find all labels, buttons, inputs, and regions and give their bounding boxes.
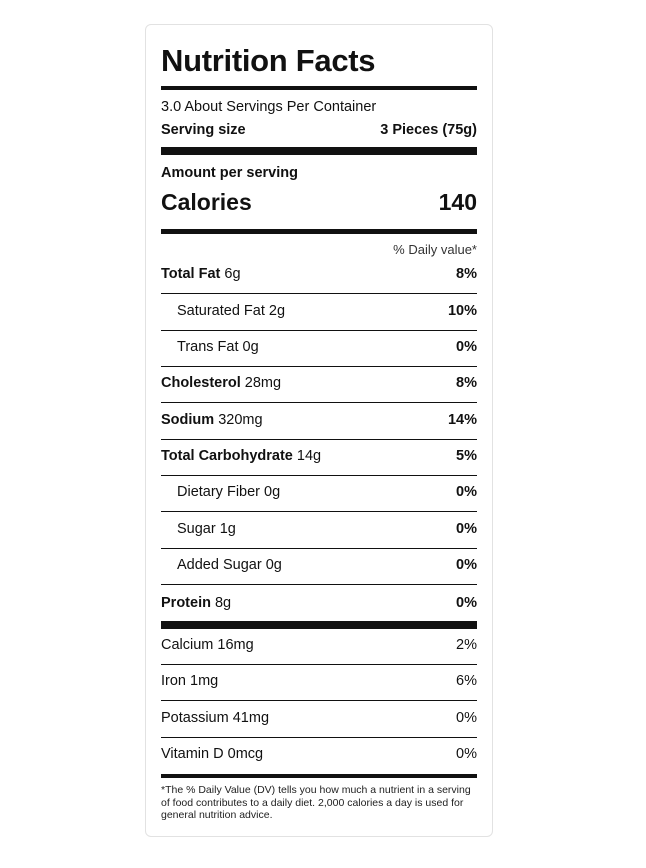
nutrient-name: Trans Fat [177,339,239,355]
nutrient-amount: 28mg [244,375,282,391]
vitamin-amount: 41mg [232,710,270,726]
nutrient-dv: 8% [456,266,477,282]
nutrient-name: Total Fat [161,266,221,282]
serving-divider [161,147,477,155]
vitamins-divider [161,621,477,629]
nutrient-name: Total Carbohydrate [161,448,293,464]
nutrient-name: Dietary Fiber [177,484,260,500]
calories-label: Calories [161,189,252,215]
servings-per-container: 3.0 About Servings Per Container [161,99,377,115]
nutrient-name: Added Sugar [177,557,262,573]
vitamin-amount: 0mcg [227,746,264,762]
vitamin-row-vitamin-d [161,738,477,774]
nutrient-amount: 0g [242,339,259,355]
nutrient-dv: 14% [447,412,477,428]
row-divider [161,700,477,702]
label-title: Nutrition Facts [161,43,376,78]
nutrient-dv: 5% [456,448,477,464]
serving-size-value: 3 Pieces (75g) [380,122,477,138]
footnote: *The % Daily Value (DV) tells you how much a nutrient in a serving of food contributes to a daily diet. 2,000 calories a day is used for general nutrition advice. [161,784,471,821]
vitamin-name: Vitamin D [161,746,224,762]
nutrient-row-cholesterol [161,367,477,403]
vitamin-name: Calcium [161,637,214,653]
amount-per-serving: Amount per serving [161,165,298,181]
nutrient-dv: 0% [456,595,477,611]
vitamin-amount: 1mg [190,673,219,689]
nutrient-dv: 0% [456,521,477,537]
row-divider [161,293,477,295]
nutrient-amount: 0g [264,484,281,500]
vitamin-dv: 0% [456,710,477,726]
vitamin-dv: 6% [456,673,477,689]
vitamin-row-calcium [161,629,477,665]
nutrient-row-total-fat [161,258,477,294]
nutrient-row-total-carbohydrate [161,440,477,476]
nutrient-amount: 2g [268,303,286,319]
daily-value-header: % Daily value* [393,242,477,257]
row-divider [161,402,477,404]
vitamin-name: Potassium [161,710,229,726]
nutrient-row-trans-fat [161,331,477,367]
nutrient-row-added-sugar [161,549,477,585]
nutrient-row-sugar [161,513,477,549]
vitamin-row-iron [161,665,477,701]
nutrient-amount: 0g [265,557,282,573]
footnote-divider [161,774,477,778]
nutrient-dv: 8% [456,375,477,391]
nutrient-dv: 0% [456,339,477,355]
nutrient-name: Sugar [177,521,216,537]
nutrient-dv: 10% [447,303,477,319]
vitamin-row-potassium [161,702,477,738]
vitamin-name: Iron [161,673,186,689]
calories-divider [161,229,477,234]
nutrient-amount: 8g [214,595,232,611]
row-divider [161,584,477,586]
nutrient-name: Cholesterol [161,375,241,391]
nutrient-name: Saturated Fat [177,303,265,319]
row-divider [161,511,477,513]
nutrient-row-protein [161,587,477,623]
nutrient-amount: 1g [219,521,236,537]
nutrient-row-sodium [161,404,477,440]
nutrient-amount: 320mg [218,412,263,428]
nutrient-row-saturated-fat [161,295,477,331]
serving-size-label: Serving size [161,122,246,138]
nutrient-name: Protein [161,595,211,611]
nutrient-row-dietary-fiber [161,476,477,512]
nutrient-dv: 0% [456,484,477,500]
vitamin-dv: 0% [456,746,477,762]
nutrient-amount: 6g [224,266,241,282]
nutrient-amount: 14g [296,448,322,464]
nutrient-dv: 0% [456,557,477,573]
vitamin-dv: 2% [456,637,477,653]
vitamin-amount: 16mg [217,637,254,653]
nutrition-label [145,24,493,837]
nutrient-name: Sodium [161,412,215,428]
title-divider [161,86,477,90]
calories-value: 140 [438,189,477,215]
